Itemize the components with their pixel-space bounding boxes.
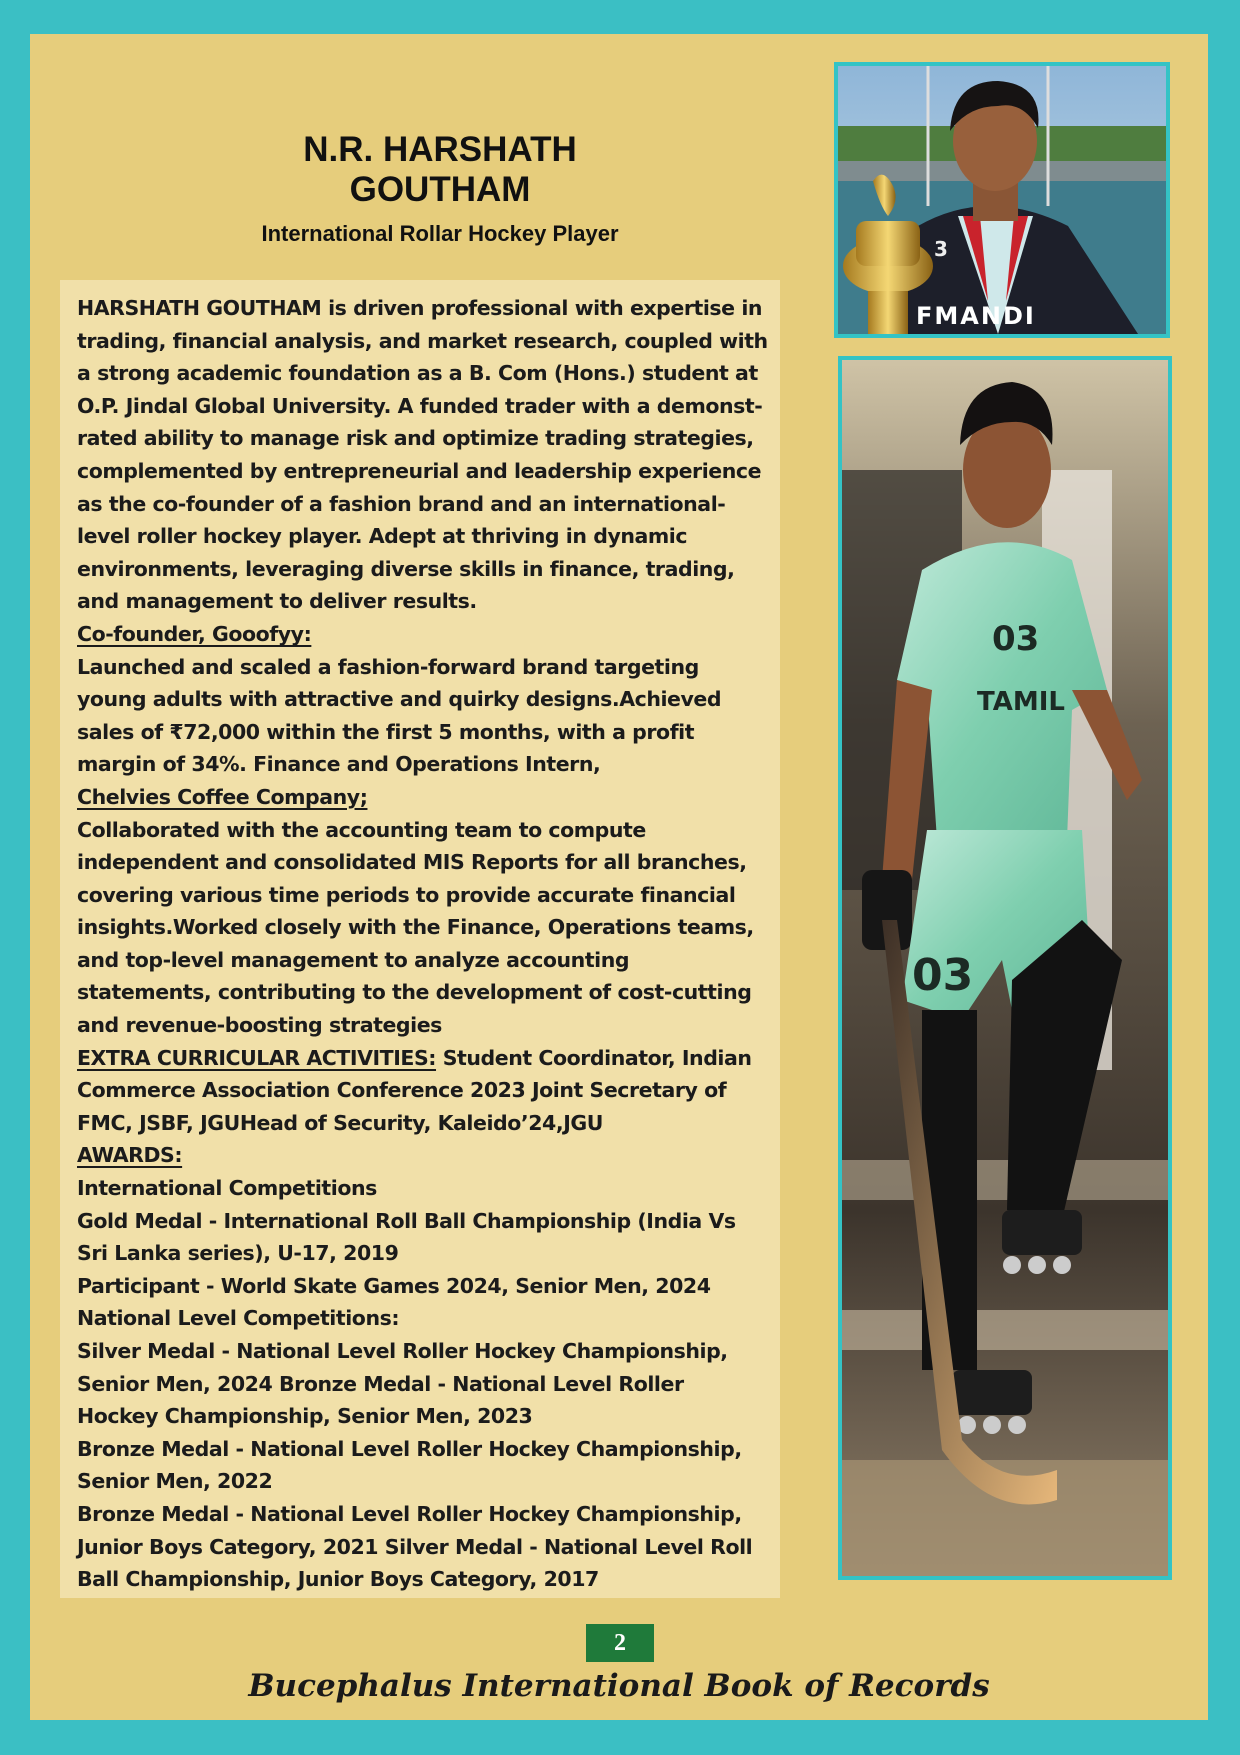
- extra-text: Student Coordinator, Indian Commerce Association Conference 2023 Joint Secretary of FMC, JSBF, JGUHead of Security, Kaleido’24,JGU: [77, 1045, 752, 1135]
- full-length-photo: [838, 356, 1172, 1580]
- cofounder-heading: Co-founder, Gooofyy:: [77, 621, 312, 646]
- portrait-photo-image: [838, 66, 1166, 334]
- national-heading: National Level Competitions:: [77, 1306, 400, 1331]
- national-award-2: Bronze Medal - National Level Roller Hockey Championship, Senior Men, 2022: [77, 1436, 742, 1494]
- person-name-line2: GOUTHAM: [349, 170, 531, 209]
- jersey-number-shorts: 03: [912, 950, 974, 1001]
- title-block: [150, 130, 730, 248]
- chelvies-heading: Chelvies Coffee Company;: [77, 784, 368, 809]
- bio-textbox: [60, 280, 780, 1598]
- jersey-number-chest: 03: [992, 619, 1040, 659]
- person-name-line1: N.R. HARSHATH: [303, 130, 577, 169]
- subtitle: International Rollar Hockey Player: [261, 221, 619, 246]
- international-award-1: Gold Medal - International Roll Ball Championship (India Vs Sri Lanka series), U-17, 2019: [77, 1208, 736, 1266]
- international-heading: International Competitions: [77, 1176, 377, 1201]
- chelvies-text: Collaborated with the accounting team to compute independent and consolidated MIS Reports for all branches, covering various time periods to provide accurate financial insights.Worked closely with the Finance, Operations teams, and top-level management to analyze accounting statements, contributing to the development of cost-cutting and revenue-boosting strategies: [77, 817, 754, 1038]
- page: [30, 34, 1208, 1720]
- bio-intro: HARSHATH GOUTHAM is driven professional with expertise in trading, financial analysis, and market research, coupled with a strong academic foundation as a B. Com (Hons.) student at O.P. Jindal Global University. A funded trader with a demonst-rated ability to manage risk and optimize trading strategies, complemented by entrepreneurial and leadership experience as the co-founder of a fashion brand and an international-level roller hockey player. Adept at thriving in dynamic environments, leveraging diverse skills in finance, trading, and management to deliver results.: [77, 296, 768, 614]
- extra-paragraph: [77, 1042, 770, 1140]
- jersey-team-text: TAMIL: [977, 687, 1065, 717]
- jersey-text-top: FMANDI: [916, 302, 1036, 330]
- national-award-1: Silver Medal - National Level Roller Hockey Championship, Senior Men, 2024 Bronze Medal - National Level Roller Hockey Championship, Senior Men, 2023: [77, 1339, 728, 1429]
- page-number: 2: [586, 1624, 654, 1662]
- jacket-number: 3: [934, 237, 948, 261]
- international-award-2: Participant - World Skate Games 2024, Senior Men, 2024: [77, 1273, 711, 1298]
- extra-heading: EXTRA CURRICULAR ACTIVITIES:: [77, 1045, 437, 1070]
- portrait-photo: [834, 62, 1170, 338]
- awards-heading: AWARDS:: [77, 1143, 183, 1168]
- cofounder-text: Launched and scaled a fashion-forward brand targeting young adults with attractive and quirky designs.Achieved sales of ₹72,000 within the first 5 months, with a profit margin of 34%. Finance and Operations Intern,: [77, 654, 722, 777]
- national-award-3: Bronze Medal - National Level Roller Hockey Championship, Junior Boys Category, 2021 Silver Medal - National Level Roll Ball Championship, Junior Boys Category, 2017: [77, 1501, 753, 1592]
- full-length-photo-image: [842, 360, 1168, 1576]
- publisher-footer: Bucephalus International Book of Records: [248, 1668, 990, 1704]
